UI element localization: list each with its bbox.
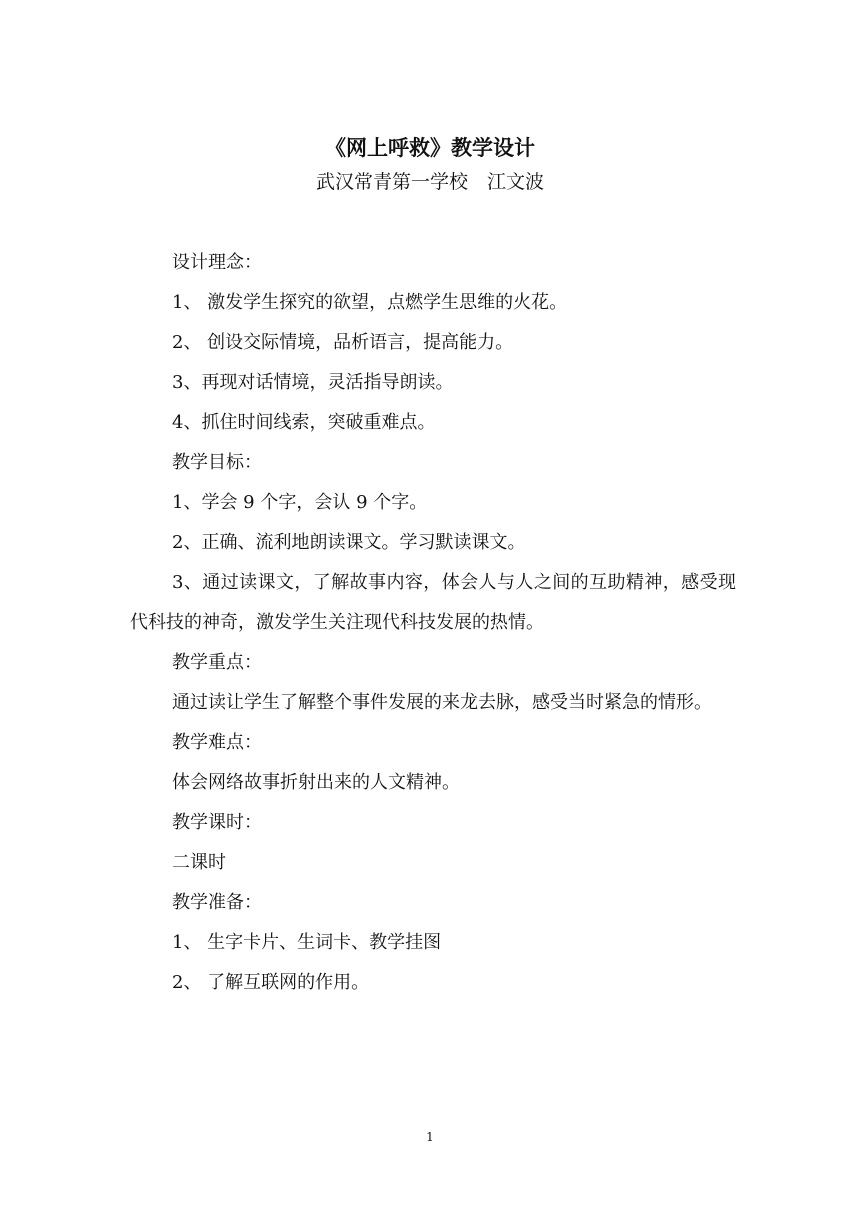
heading-class-hours: 教学课时： xyxy=(172,812,262,833)
document-title: 《网上呼救》教学设计 xyxy=(325,135,535,160)
body-paragraph: 体会网络故事折射出来的人文精神。 xyxy=(172,772,460,793)
list-item: 2、 创设交际情境，品析语言，提高能力。 xyxy=(172,332,514,353)
document-body xyxy=(130,243,736,1003)
list-item: 1、学会 9 个字，会认 9 个字。 xyxy=(172,492,428,513)
list-item: 3、通过读课文，了解故事内容，体会人与人之间的互助精神，感受现代科技的神奇，激发学生关注现代科技发展的热情。 xyxy=(130,572,736,633)
heading-teaching-focus: 教学重点： xyxy=(172,652,262,673)
list-item: 1、 生字卡片、生词卡、教学挂图 xyxy=(172,932,442,953)
heading-teaching-goals: 教学目标： xyxy=(172,452,262,473)
author-line: 武汉常青第一学校 江文波 xyxy=(315,171,544,193)
list-item: 2、正确、流利地朗读课文。学习默读课文。 xyxy=(172,532,526,553)
page-number: 1 xyxy=(426,1130,434,1144)
list-item: 4、抓住时间线索，突破重难点。 xyxy=(172,412,436,433)
list-item: 3、再现对话情境，灵活指导朗读。 xyxy=(172,372,454,393)
heading-teaching-preparation: 教学准备： xyxy=(172,892,262,913)
heading-teaching-difficulty: 教学难点： xyxy=(172,732,262,753)
list-item: 1、 激发学生探究的欲望，点燃学生思维的火花。 xyxy=(172,292,568,313)
body-paragraph: 二课时 xyxy=(172,852,226,873)
list-item: 2、 了解互联网的作用。 xyxy=(172,972,370,993)
body-paragraph: 通过读让学生了解整个事件发展的来龙去脉，感受当时紧急的情形。 xyxy=(172,692,712,713)
heading-design-concept: 设计理念： xyxy=(172,252,262,273)
